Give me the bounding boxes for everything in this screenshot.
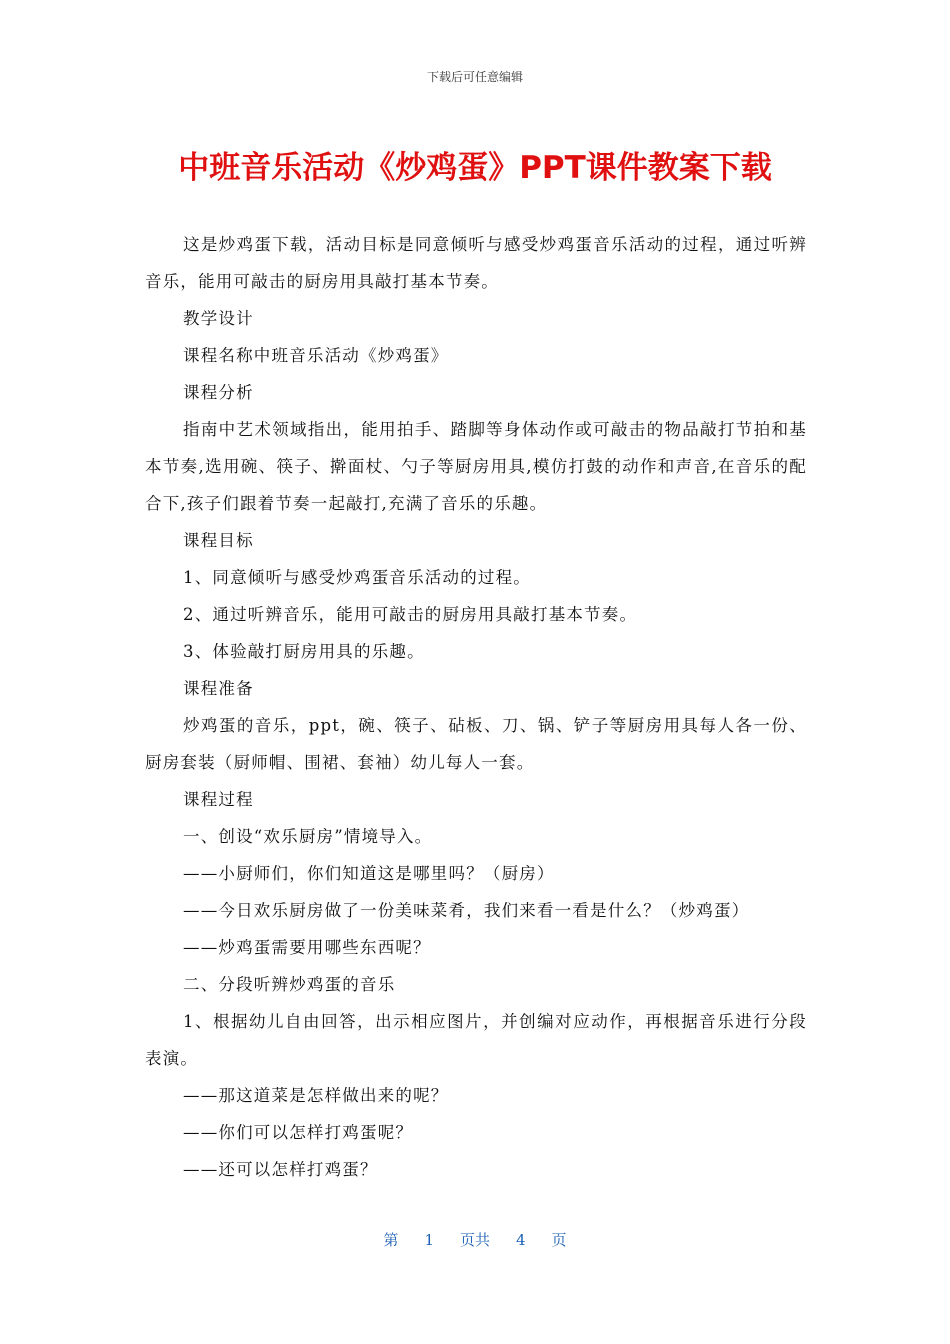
dialogue-line: ——小厨师们，你们知道这是哪里吗？（厨房）: [183, 864, 555, 883]
page-number: 1: [424, 1231, 434, 1249]
section-heading-course-goals: 课程目标: [183, 531, 254, 550]
course-name-line: 课程名称中班音乐活动《炒鸡蛋》: [183, 346, 449, 365]
dialogue-line: ——还可以怎样打鸡蛋？: [183, 1160, 378, 1179]
goal-item-3: 3、体验敲打厨房用具的乐趣。: [183, 642, 425, 661]
page-footer: [0, 1229, 950, 1250]
page-label-mid: 页共: [459, 1231, 490, 1249]
total-pages: 4: [516, 1231, 526, 1249]
dialogue-line: ——那这道菜是怎样做出来的呢？: [183, 1086, 449, 1105]
page-label-post: 页: [551, 1231, 567, 1249]
goal-item-2: 2、通过听辨音乐，能用可敲击的厨房用具敲打基本节奏。: [183, 605, 638, 624]
dialogue-line: ——今日欢乐厨房做了一份美味菜肴，我们来看一看是什么？（炒鸡蛋）: [183, 901, 750, 920]
dialogue-line: ——你们可以怎样打鸡蛋呢？: [183, 1123, 414, 1142]
process-step-2: 二、分段听辨炒鸡蛋的音乐: [183, 975, 396, 994]
process-step-1: 一、创设“欢乐厨房”情境导入。: [183, 827, 433, 846]
process-substep-1: 1、根据幼儿自由回答，出示相应图片，并创编对应动作，再根据音乐进行分段表演。: [145, 1012, 807, 1068]
dialogue-line: ——炒鸡蛋需要用哪些东西呢？: [183, 938, 431, 957]
preparation-paragraph: 炒鸡蛋的音乐，ppt，碗、筷子、砧板、刀、锅、铲子等厨房用具每人各一份、厨房套装（厨师帽、围裙、套袖）幼儿每人一套。: [145, 716, 807, 772]
goal-item-1: 1、同意倾听与感受炒鸡蛋音乐活动的过程。: [183, 568, 531, 587]
section-heading-course-analysis: 课程分析: [183, 383, 254, 402]
section-heading-course-process: 课程过程: [183, 790, 254, 809]
section-heading-course-preparation: 课程准备: [183, 679, 254, 698]
document-title: 中班音乐活动《炒鸡蛋》PPT课件教案下载: [178, 150, 772, 186]
section-heading-teaching-design: 教学设计: [183, 309, 254, 328]
header-note: 下载后可任意编辑: [426, 70, 523, 84]
intro-paragraph: 这是炒鸡蛋下载，活动目标是同意倾听与感受炒鸡蛋音乐活动的过程，通过听辨音乐，能用可敲击的厨房用具敲打基本节奏。: [145, 235, 807, 291]
course-analysis-paragraph: 指南中艺术领域指出，能用拍手、踏脚等身体动作或可敲击的物品敲打节拍和基本节奏,选用碗、筷子、擀面杖、勺子等厨房用具,模仿打鼓的动作和声音,在音乐的配合下,孩子们跟着节奏一起敲打,充满了音乐的乐趣。: [145, 420, 807, 513]
page-label-pre: 第: [383, 1231, 399, 1249]
document-body: [145, 226, 807, 1188]
